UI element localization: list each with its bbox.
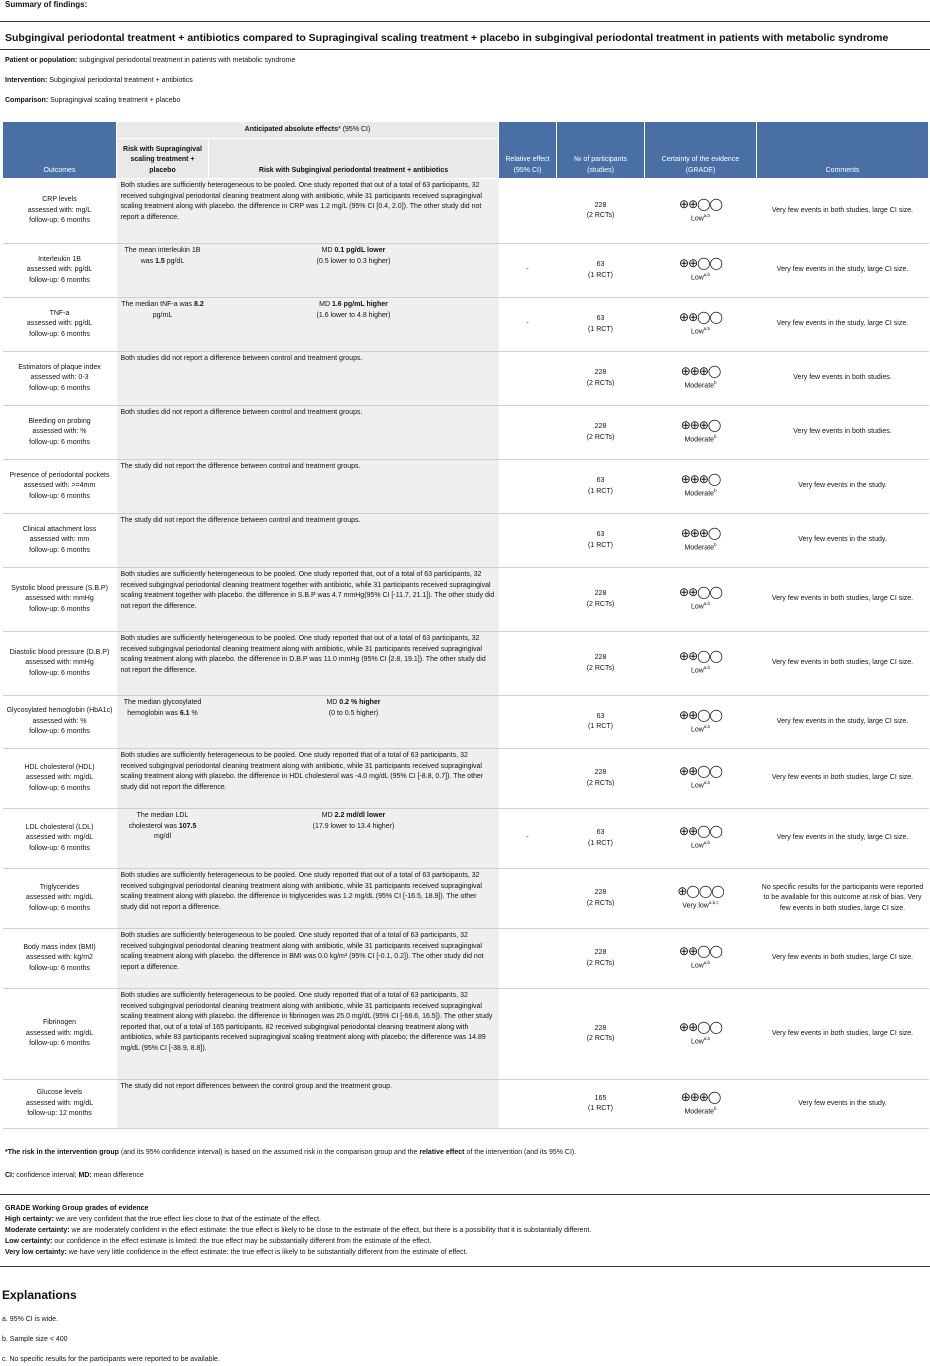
certainty-label: Low$^{a,b}$ bbox=[690, 212, 711, 222]
certainty-label: Low$^{a,b}$ bbox=[690, 780, 711, 790]
effect-text: Both studies are sufficiently heterogeneous to be pooled. One study reported that of a total of 63 participants, 32 received subgingival periodontal cleaning treatment along with antibiotic, while 31 participants received supragingival scaling treatment along with placebo. the difference in HDL cholesterol was -4.0 mg/dL (95% CI [-8.8, 0.7]). The other study did not report the difference. bbox=[117, 749, 499, 809]
outcome-name: Estimators of plaque index bbox=[18, 363, 101, 371]
col-comments: Comments bbox=[757, 122, 929, 179]
control-risk: The median tNF-a was 8.2 pg/mL bbox=[117, 298, 209, 352]
control-risk: The median glycosylated hemoglobin was 6.1 % bbox=[117, 696, 209, 749]
explanations-heading: Explanations bbox=[2, 1288, 77, 1302]
comment-cell: Very few events in the study, large CI size. bbox=[757, 809, 929, 869]
certainty-icon: ⊕◯◯◯ bbox=[677, 884, 724, 899]
divider bbox=[0, 1194, 930, 1195]
outcome-measure: assessed with: >=4mm bbox=[23, 482, 96, 490]
participants-cell: 228 (2 RCTs) bbox=[557, 568, 645, 632]
outcome-followup: follow-up: 6 months bbox=[29, 330, 90, 338]
certainty-icon: ⊕⊕◯◯ bbox=[679, 649, 722, 664]
outcome-cell bbox=[3, 809, 117, 869]
outcome-name: Fibrinogen bbox=[42, 1019, 77, 1027]
outcome-cell bbox=[3, 1080, 117, 1129]
outcome-cell bbox=[3, 632, 117, 696]
outcome-name: Presence of periodontal pockets bbox=[9, 471, 110, 479]
certainty-cell bbox=[645, 568, 757, 632]
control-risk: The median LDL cholesterol was 107.5 mg/dl bbox=[117, 809, 209, 869]
outcome-cell bbox=[3, 514, 117, 568]
outcome-measure: assessed with: mg/dL bbox=[25, 1099, 94, 1107]
outcome-measure: assessed with: mmHg bbox=[25, 659, 94, 667]
certainty-label: Low$^{a,b}$ bbox=[690, 665, 711, 675]
outcome-cell bbox=[3, 244, 117, 298]
outcome-cell bbox=[3, 749, 117, 809]
outcome-measure: assessed with: mg/dL bbox=[25, 1029, 94, 1037]
outcome-name: Triglycerides bbox=[39, 883, 80, 891]
certainty-cell bbox=[645, 869, 757, 929]
participants-cell: 228 (2 RCTs) bbox=[557, 179, 645, 244]
outcome-cell bbox=[3, 929, 117, 989]
outcome-followup: follow-up: 6 months bbox=[29, 964, 90, 972]
outcome-cell bbox=[3, 568, 117, 632]
comment-cell: Very few events in both studies, large CI size. bbox=[757, 749, 929, 809]
certainty-icon: ⊕⊕◯◯ bbox=[679, 196, 722, 211]
outcome-followup: follow-up: 6 months bbox=[29, 904, 90, 912]
comment-cell: Very few events in both studies, large CI size. bbox=[757, 179, 929, 244]
table-row bbox=[3, 514, 929, 568]
certainty-icon: ⊕⊕⊕◯ bbox=[680, 472, 721, 487]
participants-cell: 63 (1 RCT) bbox=[557, 460, 645, 514]
comment-cell: Very few events in both studies, large CI size. bbox=[757, 568, 929, 632]
certainty-label: Moderate$^b$ bbox=[684, 380, 717, 390]
outcome-measure: assessed with: mmHg bbox=[25, 595, 94, 603]
certainty-cell bbox=[645, 352, 757, 406]
relative-effect: - bbox=[499, 809, 557, 869]
effect-text: Both studies are sufficiently heterogeneous to be pooled. One study reported that of a total of 63 participants, 32 received subgingival periodontal cleaning treatment along with antibiotic, while 31 participants received supragingival scaling treatment along with placebo. the difference in BMI was 0.0 kg/m² (95% CI [-0.1, 0.2]). The other study did not report a difference. bbox=[117, 929, 499, 989]
comment-cell: Very few events in both studies, large CI size. bbox=[757, 989, 929, 1080]
outcome-followup: follow-up: 12 months bbox=[27, 1110, 92, 1118]
outcome-followup: follow-up: 6 months bbox=[29, 784, 90, 792]
effect-text: Both studies are sufficiently heterogeneous to be pooled. One study reported that out of a total of 63 participants, 32 received subgingival periodontal cleaning treatment along with antibiotic, while 31 participants received supragingival scaling treatment along with placebo. the difference in D.B.P was 11.0 mmHg (95% CI [2.8, 19.1]). The other study did not report the difference. bbox=[117, 632, 499, 696]
certainty-label: Low$^{a,b}$ bbox=[690, 840, 711, 850]
outcome-cell bbox=[3, 696, 117, 749]
comment-cell: Very few events in the study. bbox=[757, 460, 929, 514]
relative-effect bbox=[499, 514, 557, 568]
certainty-icon: ⊕⊕⊕◯ bbox=[680, 364, 721, 379]
participants-cell: 228 (2 RCTs) bbox=[557, 406, 645, 460]
table-row bbox=[3, 929, 929, 989]
outcome-cell bbox=[3, 406, 117, 460]
certainty-cell bbox=[645, 514, 757, 568]
certainty-icon: ⊕⊕◯◯ bbox=[679, 256, 722, 271]
certainty-label: Moderate$^b$ bbox=[684, 1105, 717, 1115]
outcome-measure: assessed with: mm bbox=[29, 536, 90, 544]
summary-table bbox=[2, 121, 929, 1129]
divider bbox=[0, 49, 930, 50]
certainty-cell bbox=[645, 632, 757, 696]
col-anticipated: Anticipated absolute effects* (95% CI) bbox=[117, 122, 499, 139]
effect-text: Both studies are sufficiently heterogeneous to be pooled. One study reported that, out of a total of 63 participants, 32 received subgingival periodontal cleaning treatment together with antibiotic, while 31 participants received supragingival scaling treatment together with placebo. the difference in S.B.P was 4.7 mmHg(95% CI [-11.7, 21.1]). The other study did not report the difference. bbox=[117, 568, 499, 632]
grade-definitions bbox=[5, 1203, 591, 1258]
outcome-name: Diastolic blood pressure (D.B.P) bbox=[9, 648, 110, 656]
certainty-cell bbox=[645, 179, 757, 244]
col-risk-control: Risk with Supragingival scaling treatment + placebo bbox=[117, 139, 209, 179]
col-relative: Relative effect (95% CI) bbox=[499, 122, 557, 179]
outcome-name: Glucose levels bbox=[36, 1089, 83, 1097]
intervention-risk: MD 0.2 % higher (0 to 0.5 higher) bbox=[209, 696, 499, 749]
relative-effect: - bbox=[499, 244, 557, 298]
relative-effect bbox=[499, 179, 557, 244]
certainty-icon: ⊕⊕◯◯ bbox=[679, 824, 722, 839]
effect-text: Both studies are sufficiently heterogeneous to be pooled. One study reported that of a total of 63 participants, 32 received subgingival periodontal cleaning treatment along with antibiotic, while 31 participants received supragingival scaling treatment along with placebo. the difference in fibrinogen was 25.0 mg/dL (95% CI [-66.6, 16.5]). The other study reported that, out of a total of 165 participants, 82 received subgingival periodontal cleaning treatment along with antibiotics, while 83 participants received supragingival scaling treatment along with placebo; the difference was 14.89 mg/dL (95% CI [-38.9, 8.8]). bbox=[117, 989, 499, 1080]
certainty-label: Low$^{a,b}$ bbox=[690, 723, 711, 733]
certainty-icon: ⊕⊕◯◯ bbox=[679, 764, 722, 779]
certainty-label: Low$^{a,b}$ bbox=[690, 960, 711, 970]
outcome-followup: follow-up: 6 months bbox=[29, 217, 90, 225]
outcome-followup: follow-up: 6 months bbox=[29, 492, 90, 500]
certainty-cell bbox=[645, 809, 757, 869]
table-row bbox=[3, 696, 929, 749]
outcome-followup: follow-up: 6 months bbox=[29, 605, 90, 613]
divider bbox=[0, 1266, 930, 1267]
participants-cell: 63 (1 RCT) bbox=[557, 514, 645, 568]
certainty-label: Low$^{a,b}$ bbox=[690, 601, 711, 611]
abbrev-footnote: CI: confidence interval; MD: mean difference bbox=[5, 1172, 144, 1179]
comment-cell: Very few events in both studies. bbox=[757, 406, 929, 460]
comment-cell: Very few events in the study, large CI size. bbox=[757, 298, 929, 352]
participants-cell: 228 (2 RCTs) bbox=[557, 929, 645, 989]
outcome-name: Body mass index (BMI) bbox=[23, 943, 96, 951]
participants-cell: 63 (1 RCT) bbox=[557, 298, 645, 352]
certainty-icon: ⊕⊕⊕◯ bbox=[680, 418, 721, 433]
divider bbox=[0, 21, 930, 22]
table-row bbox=[3, 869, 929, 929]
effect-text: Both studies are sufficiently heterogeneous to be pooled. One study reported that out of a total of 63 participants, 32 received subgingival periodontal cleaning treatment along with antibiotic, while 31 participants received supragingival scaling treatment along with placebo. the difference in triglycerides was 1.2 mg/dL (95% CI [-16.5, 18.9]). The other study did not report a difference. bbox=[117, 869, 499, 929]
outcome-followup: follow-up: 6 months bbox=[29, 844, 90, 852]
certainty-cell bbox=[645, 244, 757, 298]
table-row bbox=[3, 244, 929, 298]
table-row bbox=[3, 460, 929, 514]
outcome-name: Clinical attachment loss bbox=[22, 525, 97, 533]
outcome-name: Interleukin 1B bbox=[38, 255, 81, 263]
relative-effect: - bbox=[499, 298, 557, 352]
outcome-name: Glycosylated hemoglobin (HbA1c) bbox=[6, 707, 113, 715]
table-row bbox=[3, 298, 929, 352]
outcome-measure: assessed with: pg/dL bbox=[26, 266, 93, 274]
certainty-label: Moderate$^b$ bbox=[684, 488, 717, 498]
effect-text: Both studies are sufficiently heterogeneous to be pooled. One study reported that out of a total of 63 participants, 32 received subgingival periodontal cleaning treatment along with antibiotic, while 31 participants received supragingival scaling treatment along with placebo. the difference in CRP was 1.2 mg/L (95% CI [0.4, 2.0]). The other study did not report a difference. bbox=[117, 179, 499, 244]
certainty-icon: ⊕⊕⊕◯ bbox=[680, 526, 721, 541]
table-row bbox=[3, 179, 929, 244]
relative-effect bbox=[499, 1080, 557, 1129]
control-risk: The mean interleukin 1B was 1.5 pg/dL bbox=[117, 244, 209, 298]
outcome-cell bbox=[3, 869, 117, 929]
certainty-icon: ⊕⊕◯◯ bbox=[679, 1019, 722, 1034]
outcome-followup: follow-up: 6 months bbox=[29, 546, 90, 554]
outcome-measure: assessed with: pg/dL bbox=[26, 320, 93, 328]
intervention-risk: MD 0.1 pg/dL lower (0.5 lower to 0.3 higher) bbox=[209, 244, 499, 298]
effect-text: Both studies did not report a difference between control and treatment groups. bbox=[117, 352, 499, 406]
table-row bbox=[3, 989, 929, 1080]
outcome-name: CRP levels bbox=[42, 196, 77, 204]
participants-cell: 63 (1 RCT) bbox=[557, 809, 645, 869]
comment-cell: Very few events in the study. bbox=[757, 514, 929, 568]
comment-cell: Very few events in the study. bbox=[757, 1080, 929, 1129]
outcome-name: Systolic blood pressure (S.B.P) bbox=[11, 584, 108, 592]
intervention-risk: MD 2.2 md/dl lower (17.9 lower to 13.4 higher) bbox=[209, 809, 499, 869]
relative-effect bbox=[499, 696, 557, 749]
outcome-name: HDL cholesterol (HDL) bbox=[24, 763, 95, 771]
risk-footnote: *The risk in the intervention group (and its 95% confidence interval) is based on the assumed risk in the comparison group and the relative effect of the intervention (and its 95% CI). bbox=[5, 1149, 577, 1156]
comment-cell: No specific results for the participants were reported to be available for this outcome at risk of bias. Very few events in both studies, large CI size. bbox=[757, 869, 929, 929]
comment-cell: Very few events in both studies. bbox=[757, 352, 929, 406]
certainty-cell bbox=[645, 696, 757, 749]
certainty-label: Low$^{a,b}$ bbox=[690, 1035, 711, 1045]
certainty-icon: ⊕⊕◯◯ bbox=[679, 944, 722, 959]
certainty-cell bbox=[645, 1080, 757, 1129]
certainty-label: Low$^{a,b}$ bbox=[690, 326, 711, 336]
effect-text: Both studies did not report a difference between control and treatment groups. bbox=[117, 406, 499, 460]
outcome-followup: follow-up: 6 months bbox=[29, 728, 90, 736]
participants-cell: 63 (1 RCT) bbox=[557, 244, 645, 298]
certainty-icon: ⊕⊕◯◯ bbox=[679, 585, 722, 600]
relative-effect bbox=[499, 460, 557, 514]
certainty-cell bbox=[645, 406, 757, 460]
population-line: Patient or population: subgingival periodontal treatment in patients with metabolic syndrome bbox=[5, 57, 296, 64]
outcome-name: LDL cholesterol (LDL) bbox=[25, 823, 94, 831]
page-title: Subgingival periodontal treatment + antibiotics compared to Supragingival scaling treatment + placebo in subgingival periodontal treatment in patients with metabolic syndrome bbox=[5, 32, 889, 44]
explanation-a: a. 95% CI is wide. bbox=[2, 1316, 59, 1323]
relative-effect bbox=[499, 749, 557, 809]
outcome-measure: assessed with: mg/L bbox=[27, 206, 92, 214]
outcome-cell bbox=[3, 179, 117, 244]
certainty-label: Moderate$^b$ bbox=[684, 542, 717, 552]
outcome-name: TNF-a bbox=[49, 309, 70, 317]
certainty-cell bbox=[645, 989, 757, 1080]
relative-effect bbox=[499, 989, 557, 1080]
outcome-measure: assessed with: kg/m2 bbox=[26, 954, 93, 962]
certainty-icon: ⊕⊕⊕◯ bbox=[680, 1089, 721, 1104]
table-row bbox=[3, 568, 929, 632]
intervention-risk: MD 1.6 pg/mL higher (1.6 lower to 4.8 higher) bbox=[209, 298, 499, 352]
summary-label: Summary of findings: bbox=[5, 0, 88, 9]
certainty-cell bbox=[645, 298, 757, 352]
table-row bbox=[3, 1080, 929, 1129]
outcome-measure: assessed with: 0-3 bbox=[30, 374, 89, 382]
col-participants: № of participants (studies) bbox=[557, 122, 645, 179]
relative-effect bbox=[499, 929, 557, 989]
comment-cell: Very few events in the study, large CI size. bbox=[757, 244, 929, 298]
participants-cell: 63 (1 RCT) bbox=[557, 696, 645, 749]
effect-text: The study did not report the difference between control and treatment groups. bbox=[117, 460, 499, 514]
outcome-cell bbox=[3, 352, 117, 406]
comparison-line: Comparison: Supragingival scaling treatment + placebo bbox=[5, 97, 181, 104]
relative-effect bbox=[499, 406, 557, 460]
outcome-measure: assessed with: mg/dL bbox=[25, 894, 94, 902]
certainty-icon: ⊕⊕◯◯ bbox=[679, 707, 722, 722]
col-risk-intervention: Risk with Subgingival periodontal treatment + antibiotics bbox=[209, 139, 499, 179]
relative-effect bbox=[499, 632, 557, 696]
certainty-label: Moderate$^b$ bbox=[684, 434, 717, 444]
col-certainty: Certainty of the evidence (GRADE) bbox=[645, 122, 757, 179]
comment-cell: Very few events in the study, large CI size. bbox=[757, 696, 929, 749]
comment-cell: Very few events in both studies, large CI size. bbox=[757, 929, 929, 989]
outcome-measure: assessed with: % bbox=[32, 428, 87, 436]
outcome-followup: follow-up: 6 months bbox=[29, 276, 90, 284]
outcome-followup: follow-up: 6 months bbox=[29, 1040, 90, 1048]
certainty-cell bbox=[645, 749, 757, 809]
grade-moderate: Moderate certainty: we are moderately confident in the effect estimate: the true effect is likely to be close to the estimate of the effect, but there is a possibility that it is substantially different. bbox=[5, 1227, 592, 1234]
outcome-measure: assessed with: mg/dL bbox=[25, 774, 94, 782]
participants-cell: 228 (2 RCTs) bbox=[557, 749, 645, 809]
table-row bbox=[3, 406, 929, 460]
certainty-icon: ⊕⊕◯◯ bbox=[679, 310, 722, 325]
table-row bbox=[3, 632, 929, 696]
outcome-cell bbox=[3, 298, 117, 352]
participants-cell: 228 (2 RCTs) bbox=[557, 989, 645, 1080]
grade-low: Low certainty: our confidence in the effect estimate is limited: the true effect may be substantially different from the estimate of the effect. bbox=[5, 1238, 432, 1245]
outcome-measure: assessed with: % bbox=[32, 717, 87, 725]
certainty-label: Very low$^{a,b,c}$ bbox=[682, 900, 719, 910]
comment-cell: Very few events in both studies, large CI size. bbox=[757, 632, 929, 696]
effect-text: The study did not report differences between the control group and the treatment group. bbox=[117, 1080, 499, 1129]
relative-effect bbox=[499, 568, 557, 632]
col-outcomes: Outcomes bbox=[3, 122, 117, 179]
relative-effect bbox=[499, 352, 557, 406]
participants-cell: 228 (2 RCTs) bbox=[557, 869, 645, 929]
participants-cell: 228 (2 RCTs) bbox=[557, 352, 645, 406]
outcome-followup: follow-up: 6 months bbox=[29, 438, 90, 446]
outcome-cell bbox=[3, 989, 117, 1080]
outcome-measure: assessed with: mg/dL bbox=[25, 834, 94, 842]
intervention-line: Intervention: Subgingival periodontal treatment + antibiotics bbox=[5, 77, 193, 84]
participants-cell: 165 (1 RCT) bbox=[557, 1080, 645, 1129]
participants-cell: 228 (2 RCTs) bbox=[557, 632, 645, 696]
table-row bbox=[3, 809, 929, 869]
outcome-cell bbox=[3, 460, 117, 514]
grade-high: High certainty: we are very confident that the true effect lies close to that of the estimate of the effect. bbox=[5, 1216, 322, 1223]
explanation-b: b. Sample size < 400 bbox=[2, 1336, 68, 1343]
outcome-followup: follow-up: 6 months bbox=[29, 669, 90, 677]
grade-very-low: Very low certainty: we have very little confidence in the effect estimate: the true effect is likely to be substantially different from the estimate of effect. bbox=[5, 1249, 468, 1256]
table-row bbox=[3, 352, 929, 406]
certainty-label: Low$^{a,b}$ bbox=[690, 272, 711, 282]
explanation-c: c. No specific results for the participants were reported to be available. bbox=[2, 1356, 220, 1363]
outcome-followup: follow-up: 6 months bbox=[29, 384, 90, 392]
certainty-cell bbox=[645, 929, 757, 989]
certainty-cell bbox=[645, 460, 757, 514]
outcome-name: Bleeding on probing bbox=[28, 417, 91, 425]
relative-effect bbox=[499, 869, 557, 929]
grade-heading: GRADE Working Group grades of evidence bbox=[5, 1205, 149, 1212]
table-row bbox=[3, 749, 929, 809]
effect-text: The study did not report the difference between control and treatment groups. bbox=[117, 514, 499, 568]
